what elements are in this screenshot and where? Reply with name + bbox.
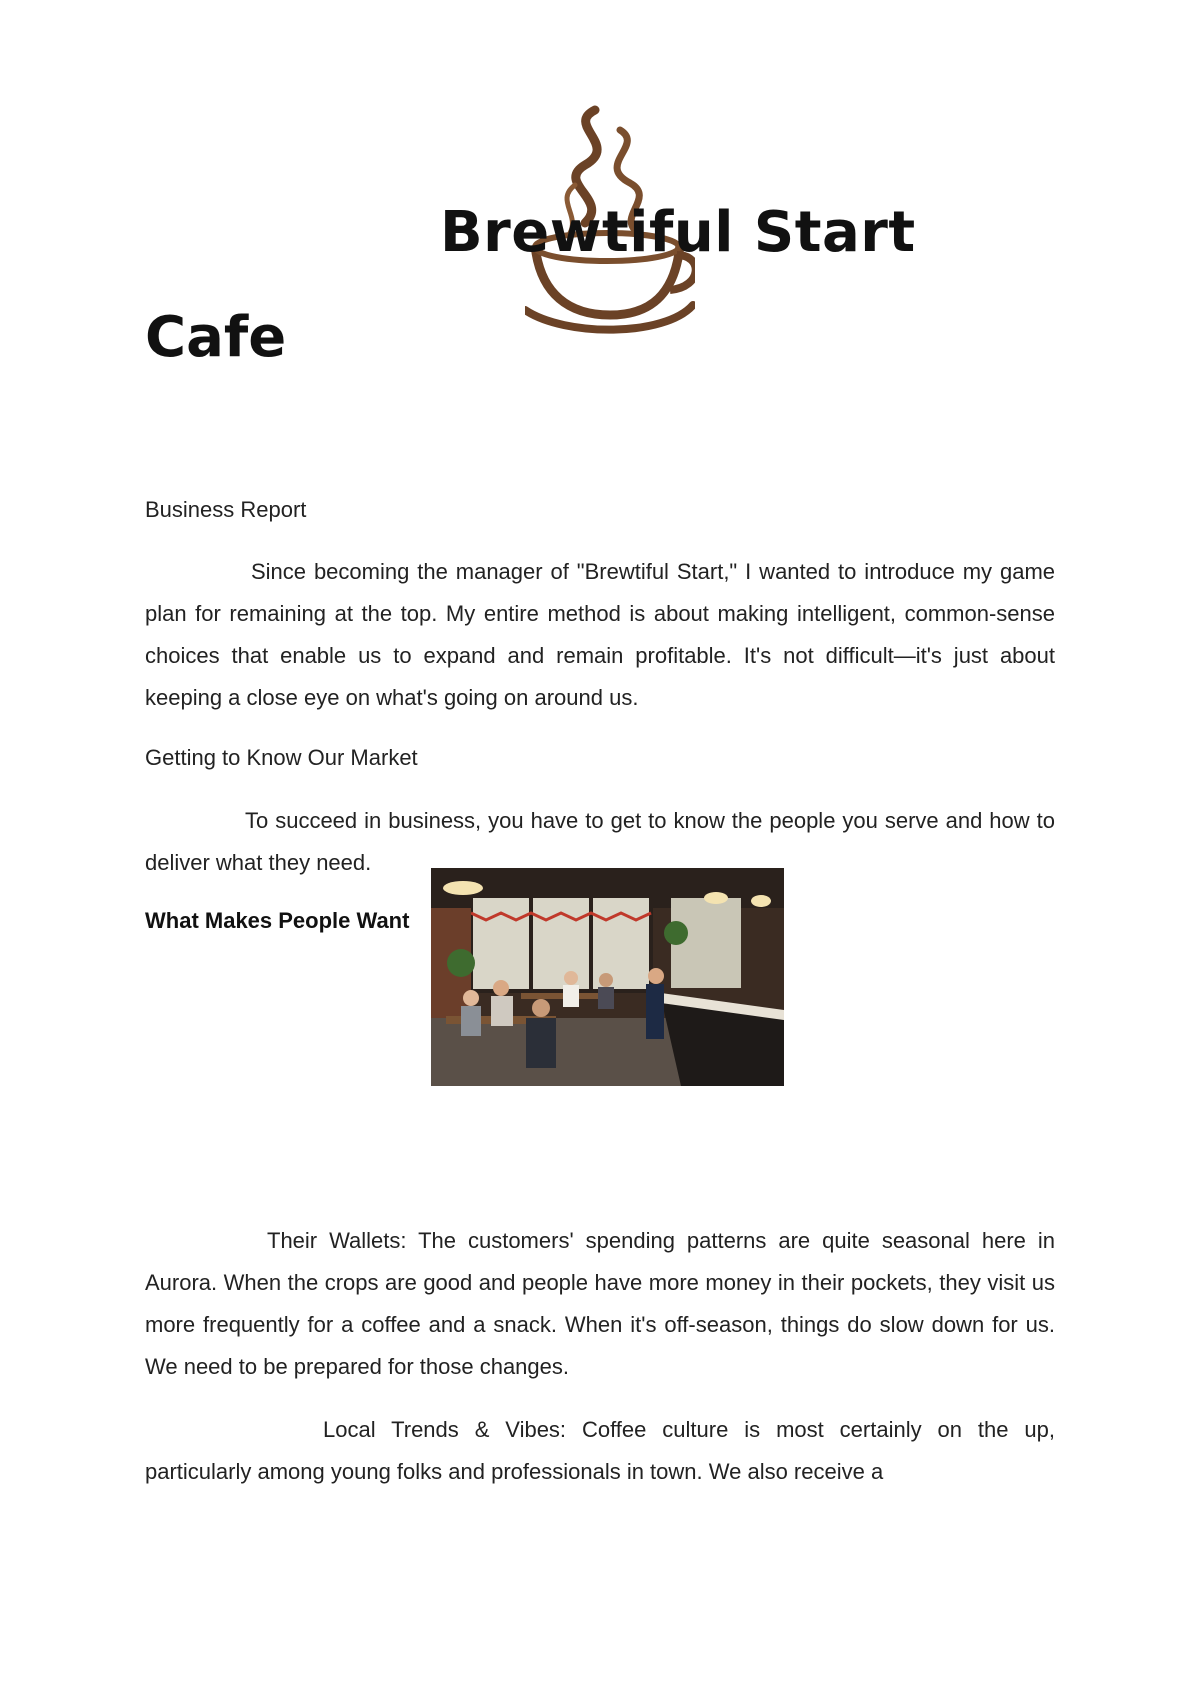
title-line-2: Cafe [145,305,287,370]
subheading: What Makes People Want [145,908,410,933]
wallets-paragraph: Their Wallets: The customers' spending patterns are quite seasonal here in Aurora. When the crops are good and people have more money in their pockets, they visit us more frequently for a coffee and a snack. When it's off-season, things do slow down for us. We need to be prepared for those changes. [145,1228,1055,1379]
market-paragraph: To succeed in business, you have to get to know the people you serve and how to deliver what they need. [145,808,1055,875]
cafe-interior-photo [431,868,784,1086]
trends-paragraph: Local Trends & Vibes: Coffee culture is most certainly on the up, particularly among young folks and professionals in town. We also receive a [145,1417,1055,1484]
report-label: Business Report [145,497,307,522]
title-line-1: Brewtiful Start [440,200,916,265]
intro-paragraph: Since becoming the manager of "Brewtiful Start," I wanted to introduce my game plan for remaining at the top. My entire method is about making intelligent, common-sense choices that enable us to expand and remain profitable. It's not difficult—it's just about keeping a close eye on what's going on around us. [145,559,1055,710]
section-heading: Getting to Know Our Market [145,745,418,770]
